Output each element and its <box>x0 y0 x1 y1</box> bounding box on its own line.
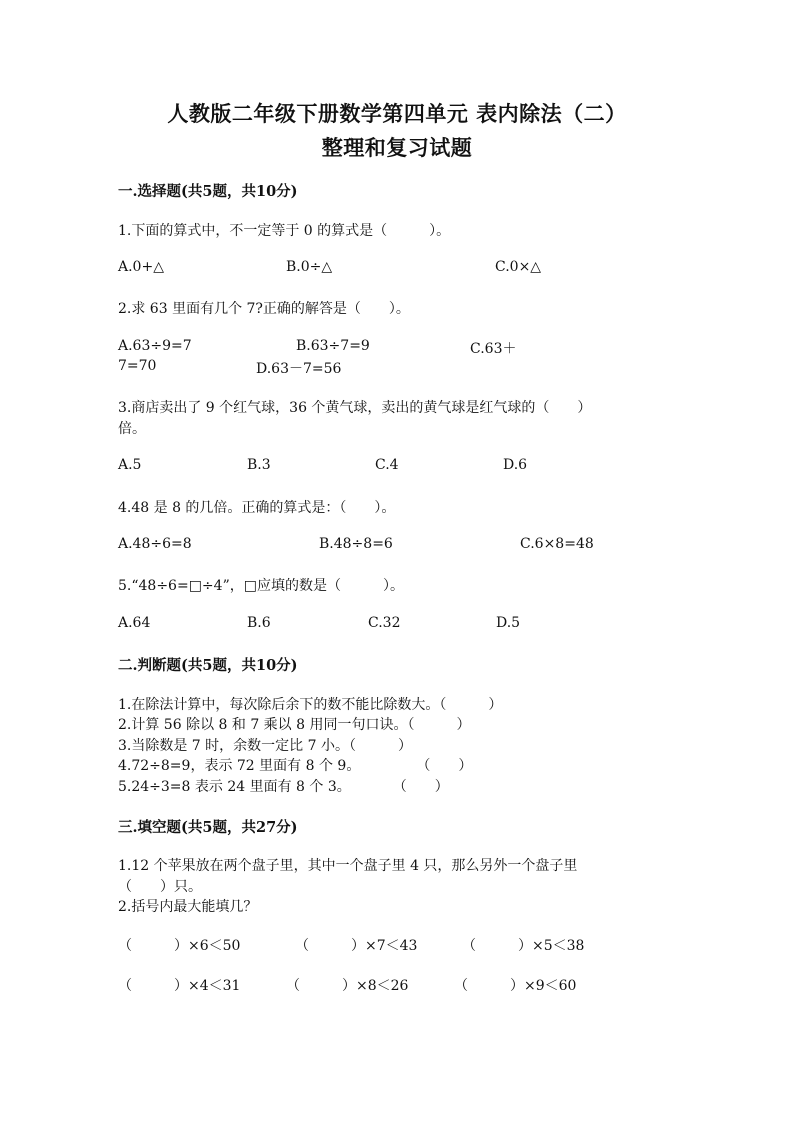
fill-blank-r2c2: （ ）×8＜26 <box>286 978 409 994</box>
q2-option-c: C.63＋ <box>470 341 517 357</box>
question-5: 5.“48÷6=□÷4”，□应填的数是（ ）。 <box>118 578 404 594</box>
q2-option-b: B.63÷7=9 <box>296 338 370 354</box>
q4-option-c: C.6×8=48 <box>520 536 594 552</box>
page-subtitle: 整理和复习试题 <box>321 135 473 160</box>
section-heading-judgement: 二.判断题(共5题，共10分) <box>118 657 298 674</box>
section-heading-fill: 三.填空题(共5题，共27分) <box>118 819 298 836</box>
judgement-item-3: 3.当除数是 7 时，余数一定比 7 小。（ ） <box>118 738 412 754</box>
q5-option-a: A.64 <box>118 615 151 631</box>
fill-blank-r1c2: （ ）×7＜43 <box>295 938 418 954</box>
q4-option-b: B.48÷8=6 <box>319 536 393 552</box>
q3-option-a: A.5 <box>118 457 142 473</box>
q4-option-a: A.48÷6=8 <box>118 536 192 552</box>
question-3-cont: 倍。 <box>118 421 146 437</box>
q2-option-a: A.63÷9=7 <box>118 338 192 354</box>
q5-option-b: B.6 <box>247 615 271 631</box>
fill-question-1: 1.12 个苹果放在两个盘子里，其中一个盘子里 4 只，那么另外一个盘子里 <box>118 858 578 874</box>
q1-option-c: C.0×△ <box>495 259 542 275</box>
q3-option-b: B.3 <box>247 457 271 473</box>
page-title: 人教版二年级下册数学第四单元 表内除法（二） <box>167 101 627 126</box>
fill-question-1-cont: （ ）只。 <box>118 879 202 895</box>
judgement-item-5: 5.24÷3=8 表示 24 里面有 8 个 3。 （ ） <box>118 779 449 795</box>
question-4: 4.48 是 8 的几倍。正确的算式是：（ ）。 <box>118 500 396 516</box>
q5-option-d: D.5 <box>496 615 521 631</box>
question-1: 1.下面的算式中，不一定等于 0 的算式是（ ）。 <box>118 223 451 239</box>
q1-option-b: B.0÷△ <box>286 259 333 275</box>
section-heading-choice: 一.选择题(共5题，共10分) <box>118 183 298 200</box>
q3-option-d: D.6 <box>503 457 528 473</box>
q3-option-c: C.4 <box>375 457 399 473</box>
fill-question-2: 2.括号内最大能填几？ <box>118 899 258 915</box>
q2-option-c-cont: 7=70 <box>118 358 157 374</box>
question-2: 2.求 63 里面有几个 7?正确的解答是（ ）。 <box>118 301 410 317</box>
judgement-item-4: 4.72÷8=9，表示 72 里面有 8 个 9。 （ ） <box>118 758 473 774</box>
fill-blank-r1c3: （ ）×5＜38 <box>462 938 585 954</box>
q1-option-a: A.0+△ <box>118 259 164 275</box>
fill-blank-r2c3: （ ）×9＜60 <box>454 978 577 994</box>
judgement-item-2: 2.计算 56 除以 8 和 7 乘以 8 用同一句口诀。（ ） <box>118 717 471 733</box>
q2-option-d: D.63－7=56 <box>256 361 342 377</box>
judgement-item-1: 1.在除法计算中，每次除后余下的数不能比除数大。（ ） <box>118 697 503 713</box>
fill-blank-r2c1: （ ）×4＜31 <box>118 978 241 994</box>
question-3: 3.商店卖出了 9 个红气球，36 个黄气球，卖出的黄气球是红气球的（ ） <box>118 400 592 416</box>
q5-option-c: C.32 <box>368 615 401 631</box>
fill-blank-r1c1: （ ）×6＜50 <box>118 938 241 954</box>
